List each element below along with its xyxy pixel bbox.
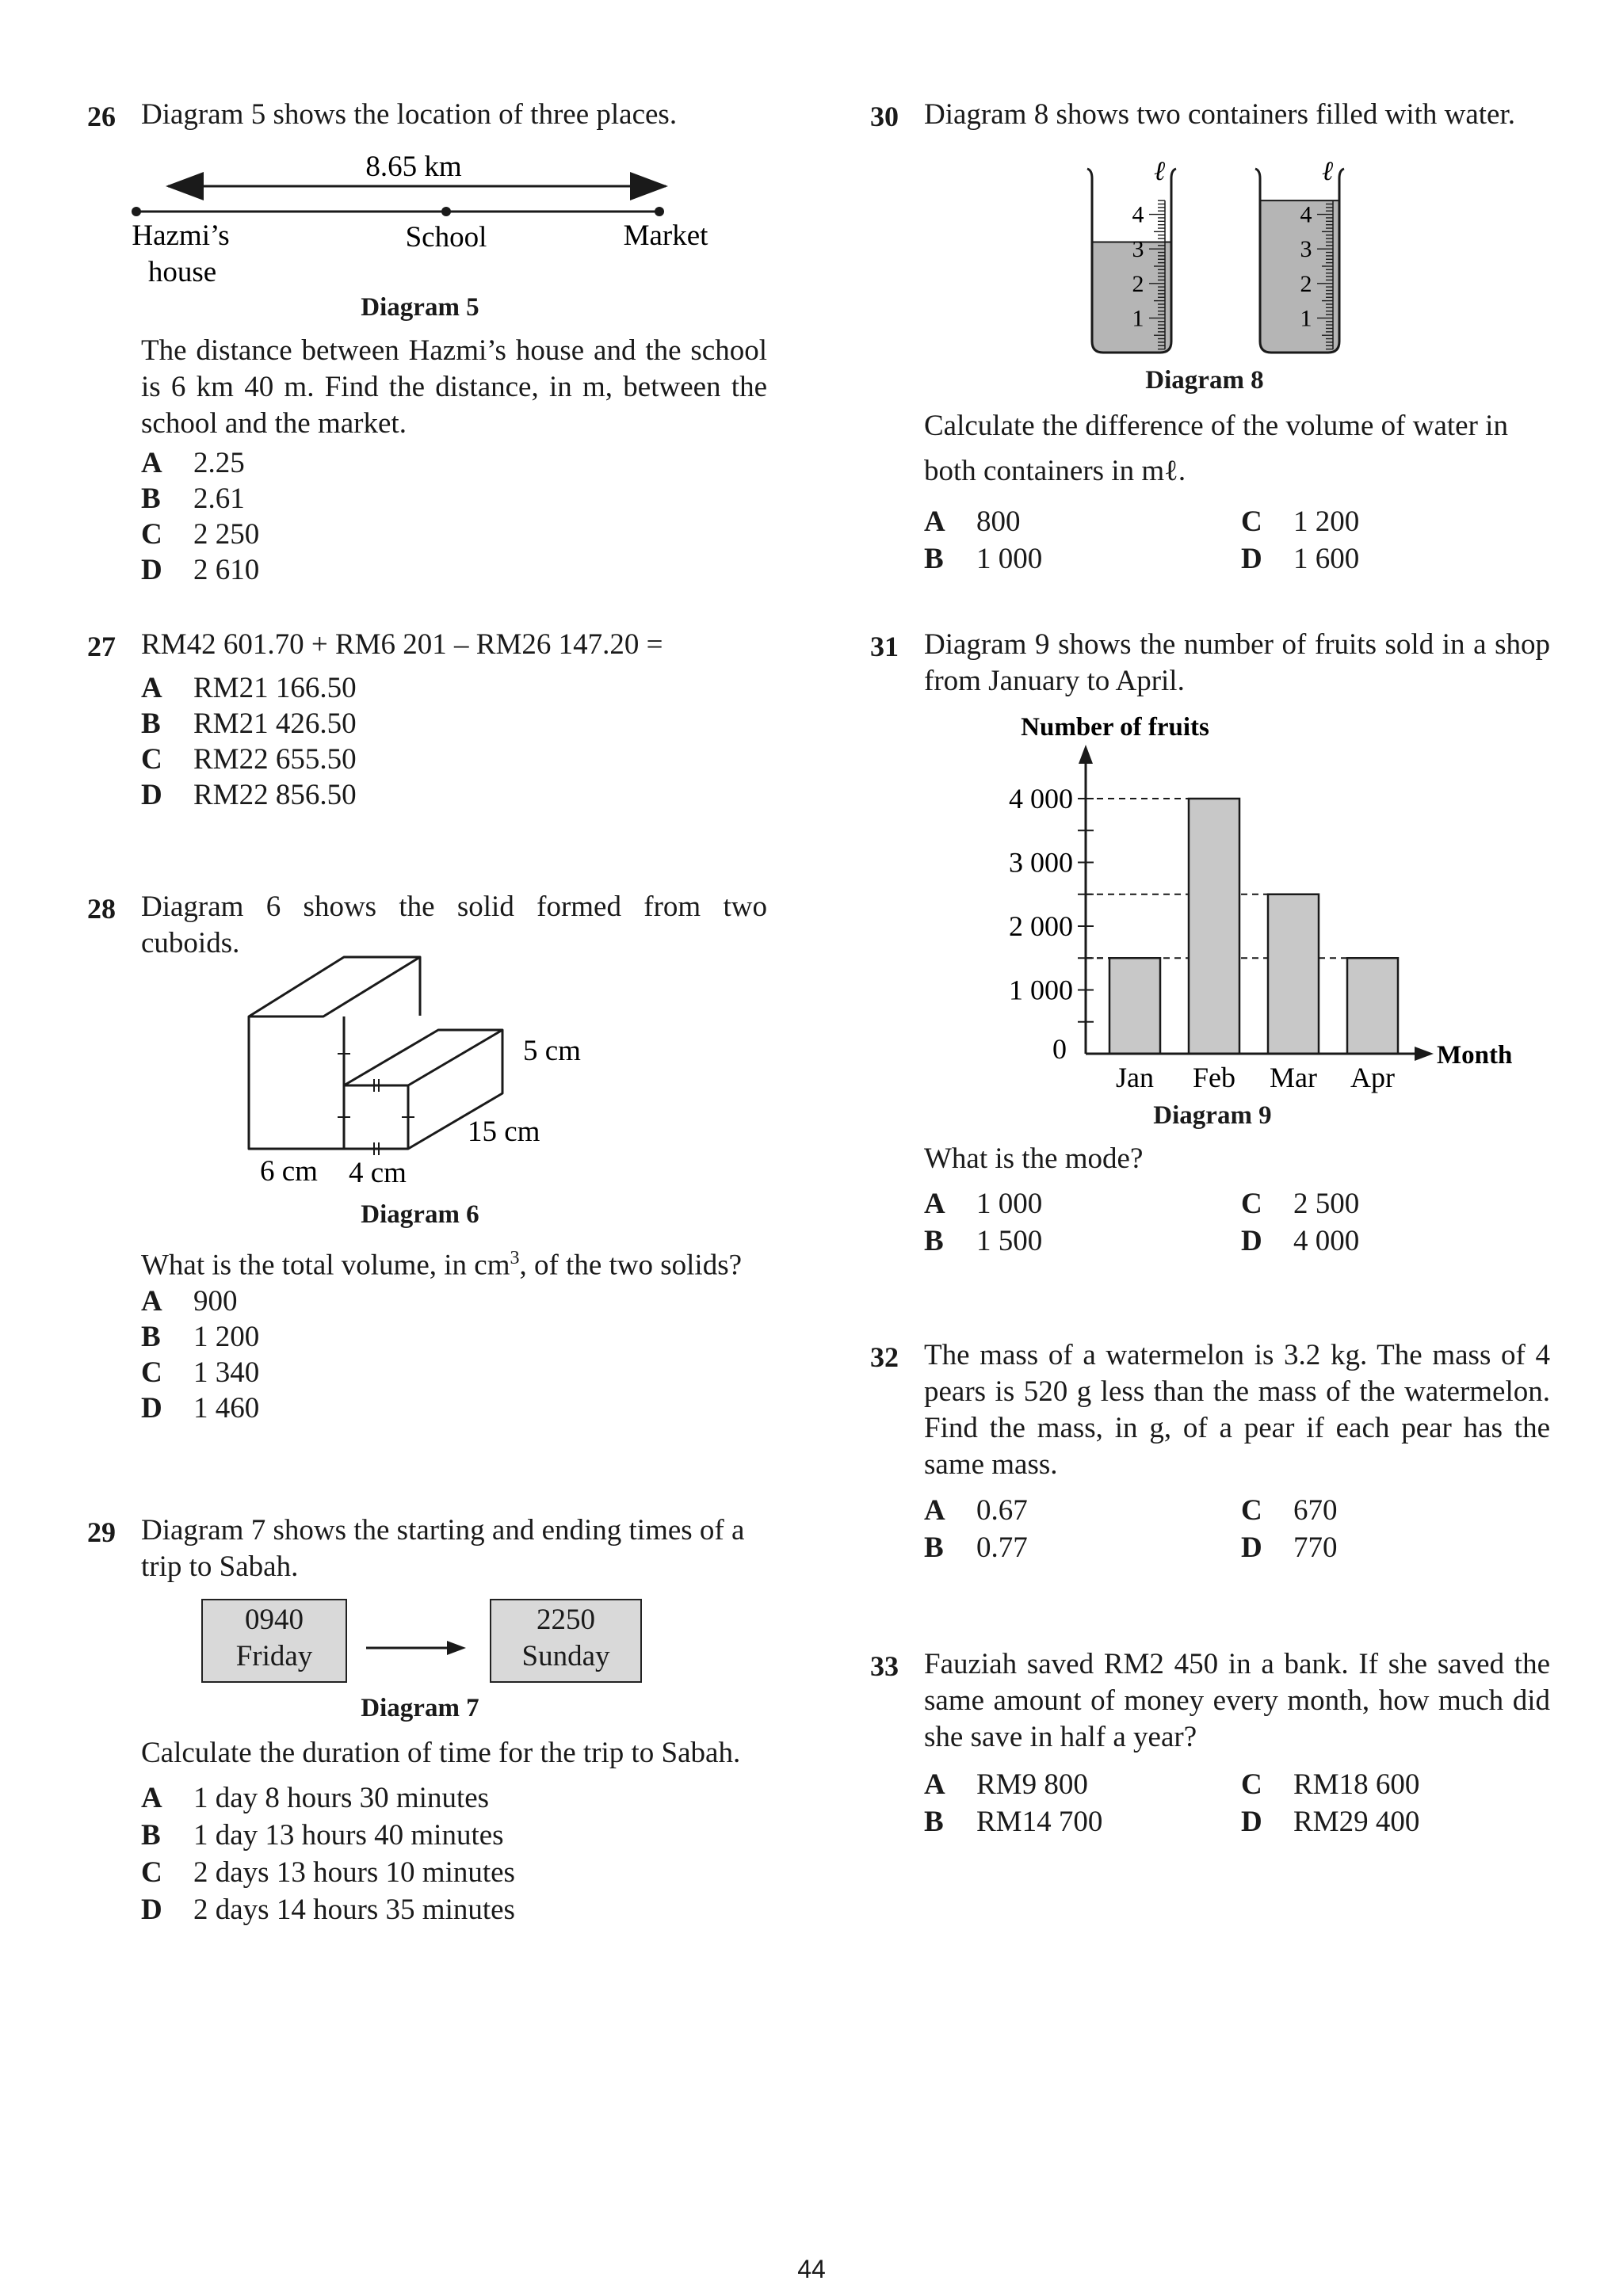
option-d[interactable]: D 1 460 (141, 1392, 260, 1425)
scale-label: 2 (1300, 270, 1312, 297)
container-2 (1255, 157, 1344, 353)
option-c[interactable]: C 1 200 (1241, 505, 1360, 538)
option-d[interactable]: D RM29 400 (1241, 1806, 1420, 1838)
bar-feb (1189, 799, 1239, 1054)
y-tick-label: 2 000 (1009, 910, 1073, 942)
option-a[interactable]: A 1 day 8 hours 30 minutes (141, 1782, 490, 1814)
option-c[interactable]: C RM22 655.50 (141, 743, 357, 776)
question-number: 32 (870, 1341, 899, 1373)
option-a[interactable]: A 900 (141, 1285, 238, 1318)
option-c[interactable]: C 2 250 (141, 518, 260, 551)
option-d[interactable]: D 2 days 14 hours 35 minutes (141, 1894, 515, 1926)
option-c[interactable]: C 1 340 (141, 1356, 260, 1389)
question-stem: RM42 601.70 + RM6 201 – RM26 147.20 = (141, 628, 663, 661)
question-stem: Diagram 6 shows the solid formed from two cuboids. (141, 891, 767, 959)
end-time: 2250 (537, 1604, 595, 1636)
end-day: Sunday (521, 1640, 610, 1672)
diagram-5 (119, 147, 753, 305)
question-text: Calculate the difference of the volume of water in (924, 410, 1508, 442)
option-d[interactable]: D 770 (1241, 1531, 1338, 1564)
market-point (655, 207, 664, 216)
question-number: 31 (870, 631, 899, 662)
option-d[interactable]: D 2 610 (141, 554, 260, 586)
diagram-caption: Diagram 7 (361, 1694, 479, 1722)
small-cuboid-top (344, 1030, 502, 1085)
diagram-6 (238, 951, 634, 1204)
distance-label: 8.65 km (365, 151, 462, 183)
y-tick-label: 3 000 (1009, 846, 1073, 879)
question-stem: Diagram 8 shows two containers filled with water. (924, 98, 1515, 131)
question-text: What is the total volume, in $cm^3$, of the two solids? (141, 1248, 743, 1282)
option-b[interactable]: B 1 day 13 hours 40 minutes (141, 1819, 504, 1852)
option-d[interactable]: D 4 000 (1241, 1225, 1360, 1257)
scale-label: 2 (1132, 270, 1144, 297)
school-point (441, 207, 451, 216)
question-text: The distance between Hazmi’s house and the school is 6 km 40 m. Find the distance, in m, between the school and the market. (141, 334, 767, 440)
x-tick-label: Jan (1116, 1062, 1154, 1093)
diagram-caption: Diagram 5 (361, 293, 479, 322)
arrow-right-icon (365, 1638, 468, 1657)
question-stem: Fauziah saved RM2 450 in a bank. If she saved the same amount of money every month, how much did she save in half a year? (924, 1648, 1550, 1753)
dimension-label: 5 cm (523, 1035, 581, 1067)
scale-label: 1 (1300, 305, 1312, 332)
bar-jan (1109, 958, 1160, 1054)
scale-label: 3 (1132, 236, 1144, 263)
bar-mar (1268, 894, 1319, 1054)
start-day: Friday (235, 1640, 313, 1672)
option-c[interactable]: C RM18 600 (1241, 1768, 1420, 1801)
option-c[interactable]: C 670 (1241, 1494, 1338, 1527)
scale-label: 4 (1300, 201, 1312, 228)
hazmi-house-point (132, 207, 141, 216)
unit-label: ℓ (1154, 157, 1166, 186)
question-stem: The mass of a watermelon is 3.2 kg. The mass of 4 pears is 520 g less than the mass of the watermelon. Find the mass, in g, of a pear if each pear has the same mass. (924, 1339, 1550, 1481)
option-a[interactable]: A 1 000 (924, 1188, 1043, 1220)
question-text: both containers in mℓ. (924, 455, 1186, 487)
place-label: School (405, 221, 487, 254)
question-number: 29 (87, 1516, 116, 1548)
option-b[interactable]: B 1 200 (141, 1321, 260, 1353)
place-label: house (147, 256, 217, 288)
diagram-9-bar-chart (983, 705, 1537, 1093)
scale-label: 1 (1132, 305, 1144, 332)
question-text: Calculate the duration of time for the trip to Sabah. (141, 1737, 741, 1769)
tall-cuboid-top (249, 957, 420, 1016)
y-axis-ticks (1009, 783, 1094, 1065)
option-c[interactable]: C 2 days 13 hours 10 minutes (141, 1856, 515, 1889)
option-a[interactable]: A 800 (924, 505, 1021, 538)
diagram-8 (1070, 154, 1355, 364)
question-number: 28 (87, 893, 116, 925)
y-tick-label: 1 000 (1009, 974, 1073, 1006)
option-c[interactable]: C 2 500 (1241, 1188, 1360, 1220)
start-time: 0940 (245, 1604, 304, 1636)
x-axis-label: Month (1437, 1041, 1513, 1070)
dimension-label: 4 cm (349, 1157, 407, 1189)
question-stem: Diagram 7 shows the starting and ending times of a trip to Sabah. (141, 1514, 745, 1583)
start-time-box (201, 1599, 347, 1683)
y-tick-label: 4 000 (1009, 783, 1073, 814)
bar-apr (1347, 958, 1398, 1054)
option-d[interactable]: D 1 600 (1241, 543, 1360, 575)
option-b[interactable]: B 0.77 (924, 1531, 1028, 1564)
option-a[interactable]: A 0.67 (924, 1494, 1028, 1527)
option-a[interactable]: A RM21 166.50 (141, 672, 357, 704)
question-stem: Diagram 9 shows the number of fruits sold in a shop from January to April. (924, 628, 1550, 697)
option-a[interactable]: A RM9 800 (924, 1768, 1088, 1801)
option-b[interactable]: B 1 500 (924, 1225, 1043, 1257)
question-stem: Diagram 5 shows the location of three places. (141, 98, 678, 131)
container-1 (1087, 157, 1176, 353)
question-number: 27 (87, 631, 116, 662)
y-axis-arrow (1079, 745, 1093, 764)
tall-cuboid-front (249, 1016, 344, 1149)
unit-label: ℓ (1322, 157, 1334, 186)
scale-label: 3 (1300, 236, 1312, 263)
option-b[interactable]: B RM14 700 (924, 1806, 1103, 1838)
page-number: 44 (797, 2255, 826, 2283)
question-text: What is the mode? (924, 1142, 1144, 1175)
option-d[interactable]: D RM22 856.50 (141, 779, 357, 811)
option-b[interactable]: B 2.61 (141, 482, 245, 515)
x-tick-label: Mar (1270, 1062, 1317, 1093)
question-number: 30 (870, 101, 899, 132)
x-tick-label: Feb (1193, 1062, 1235, 1093)
x-tick-label: Apr (1350, 1062, 1395, 1093)
dimension-label: 15 cm (468, 1116, 540, 1148)
option-b[interactable]: B 1 000 (924, 543, 1043, 575)
y-axis-label: Number of fruits (1021, 713, 1209, 742)
diagram-caption: Diagram 9 (1153, 1101, 1272, 1130)
diagram-caption: Diagram 8 (1145, 366, 1264, 395)
option-b[interactable]: B RM21 426.50 (141, 707, 357, 740)
place-label: Hazmi’s (132, 219, 230, 252)
place-label: Market (623, 219, 708, 252)
x-axis-arrow (1415, 1047, 1434, 1061)
question-number: 33 (870, 1650, 899, 1682)
dimension-label: 6 cm (260, 1155, 318, 1188)
bars (1109, 799, 1398, 1054)
option-a[interactable]: A 2.25 (141, 447, 245, 479)
scale-label: 4 (1132, 201, 1144, 228)
question-number: 26 (87, 101, 116, 132)
diagram-caption: Diagram 6 (361, 1200, 479, 1229)
end-time-box (490, 1599, 642, 1683)
x-axis-ticks (1116, 1062, 1395, 1093)
y-tick-label: 0 (1052, 1033, 1067, 1065)
